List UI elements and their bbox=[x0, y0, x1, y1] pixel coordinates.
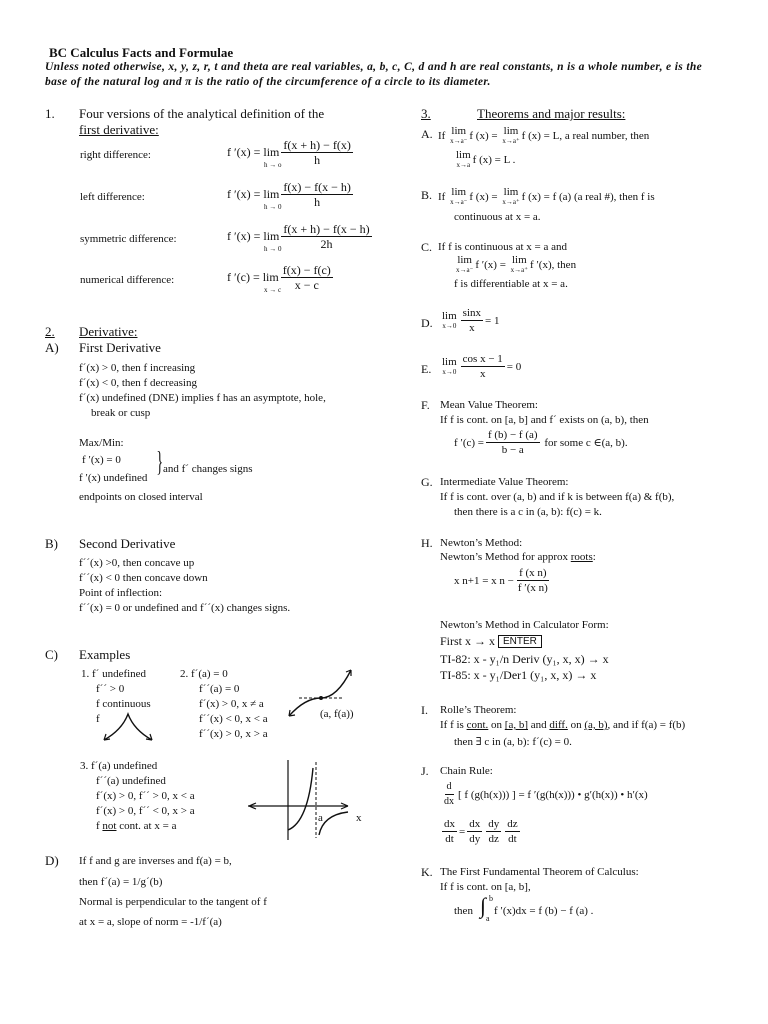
s3-H-label: H. bbox=[421, 536, 433, 550]
ex2-line-5: f´´(x) > 0, x > a bbox=[199, 728, 268, 740]
cusp-graph-icon bbox=[100, 710, 160, 745]
s2-A-title: First Derivative bbox=[79, 340, 161, 355]
s2-maxmin-2: f ′(x) undefined bbox=[79, 472, 148, 484]
s3-K-then: then bbox=[454, 905, 473, 917]
s1-formula-symmetric: f ′(x) = lim $\frac{f(x + h) - f(x - h)}{2h}$ bbox=[227, 222, 370, 251]
s3-F-line2: If f is cont. on [a, b] and f´ exists on (a, b), then bbox=[440, 414, 649, 426]
s1-label-left: left difference: bbox=[80, 191, 145, 203]
ex2-line-4: f´´(x) < 0, x < a bbox=[199, 713, 268, 725]
s3-F-label: F. bbox=[421, 398, 430, 412]
s3-K-label: K. bbox=[421, 865, 433, 879]
ex3-x-label: x bbox=[356, 812, 362, 824]
s2-C-label: C) bbox=[45, 647, 58, 662]
s3-J-chain: $\frac{d}{dx}$ [ f (g(h(x))) ] = f ′(g(h(x))) • g′(h(x)) • h′(x) bbox=[444, 781, 648, 807]
ex1-line-4: f bbox=[96, 713, 100, 725]
ex3-a-label: a bbox=[318, 812, 323, 824]
s3-H-title: Newton’s Method: bbox=[440, 537, 523, 549]
ex2-line-1: 2. f´(a) = 0 bbox=[180, 668, 228, 680]
s2-heading: Derivative: bbox=[79, 324, 138, 339]
s3-K-upper: b bbox=[489, 894, 493, 903]
s3-C-line2: lim x→a⁻ f ′(x) = lim x→a⁺ f ′(x), then bbox=[456, 254, 577, 274]
s1-formula-right: f ′(x) = lim $\frac{f(x + h) - f(x)}{h}$ bbox=[227, 138, 351, 167]
s2-maxmin: Max/Min: bbox=[79, 437, 124, 449]
s2-A-label: A) bbox=[45, 340, 59, 355]
s1-formula-left: f ′(x) = lim $\frac{f(x) - f(x - h)}{h}$ bbox=[227, 180, 351, 209]
s3-K-line2: If f is cont. on [a, b], bbox=[440, 881, 531, 893]
s3-H-line2: Newton’s Method for approx roots: bbox=[440, 551, 596, 563]
s3-G-title: Intermediate Value Theorem: bbox=[440, 476, 569, 488]
ex1-line-1: 1. f´ undefined bbox=[81, 668, 147, 680]
ex3-line-3: f´(x) > 0, f´´ > 0, x < a bbox=[96, 790, 195, 802]
integral-icon: ∫ bbox=[480, 893, 487, 918]
s3-J-label: J. bbox=[421, 764, 429, 778]
s3-D-label: D. bbox=[421, 316, 433, 330]
s1-formula-numerical: f ′(c) = lim $\frac{f(x) - f(c)}{x - c}$ bbox=[227, 263, 331, 292]
s2-B-line-3: Point of inflection: bbox=[79, 587, 163, 599]
ex2-line-2: f´´(a) = 0 bbox=[199, 683, 240, 695]
s3-J-leibniz: $\frac{dx}{dt}$ = $\frac{dx}{dy}$ $\frac{dy}{dz}$ $\frac{dz}{dt}$ bbox=[444, 818, 518, 845]
s3-H-first: First x → x ENTER bbox=[440, 634, 542, 649]
s3-heading: Theorems and major results: bbox=[477, 106, 626, 121]
ex1-line-2: f´´ > 0 bbox=[96, 683, 125, 695]
s2-D-line-1: If f and g are inverses and f(a) = b, bbox=[79, 855, 232, 867]
s3-K-title: The First Fundamental Theorem of Calculus: bbox=[440, 866, 639, 878]
s2-C-title: Examples bbox=[79, 647, 131, 662]
s3-I-label: I. bbox=[421, 703, 428, 717]
intro-text: Unless noted otherwise, x, y, z, r, t and theta are real variables, a, b, c, C, d and h are real constants, n is a whole number, e is the base of the natural log and π is the ratio of the circumference of a circle to its diameter. bbox=[45, 61, 703, 88]
s1-sub-right: h → o bbox=[264, 161, 282, 169]
s3-A-line1: If lim x→a⁻ f (x) = lim x→a⁺ f (x) = L, a real number, then bbox=[438, 125, 650, 145]
s3-C-label: C. bbox=[421, 240, 433, 254]
s3-F-title: Mean Value Theorem: bbox=[440, 399, 538, 411]
ex3-line-4: f´(x) > 0, f´´ < 0, x > a bbox=[96, 805, 195, 817]
s1-sub-left: h → 0 bbox=[264, 203, 282, 211]
s3-D-formula: lim x→0 $\frac{\sin x}{x}$ = 1 bbox=[442, 307, 500, 334]
s2-D-label: D) bbox=[45, 853, 59, 868]
s2-B-line-2: f´´(x) < 0 then concave down bbox=[79, 572, 208, 584]
s1-sub-numerical: x → c bbox=[264, 286, 282, 294]
s2-A-line-3: f´(x) undefined (DNE) implies f has an asymptote, hole, bbox=[79, 392, 326, 404]
s3-H-formula: x n+1 = x n − $\frac{\text{f (x n)}}{\text{f ′(x n)}}$ bbox=[454, 567, 548, 594]
s1-heading-line2: first derivative: bbox=[79, 122, 159, 137]
s3-C-line3: f is differentiable at x = a. bbox=[454, 278, 568, 290]
page-title: BC Calculus Facts and Formulae bbox=[49, 45, 234, 60]
s3-number: 3. bbox=[421, 106, 431, 121]
s3-I-title: Rolle’s Theorem: bbox=[440, 704, 517, 716]
s2-endpoints: endpoints on closed interval bbox=[79, 491, 203, 503]
s2-number: 2. bbox=[45, 324, 55, 339]
discontinuity-graph-icon bbox=[248, 760, 358, 840]
s2-B-line-4: f´´(x) = 0 or undefined and f´´(x) changes signs. bbox=[79, 602, 291, 614]
s2-B-label: B) bbox=[45, 536, 58, 551]
s1-heading-line1: Four versions of the analytical definition of the bbox=[79, 106, 325, 121]
s1-label-right: right difference: bbox=[80, 149, 151, 161]
brace-icon: } bbox=[156, 447, 164, 478]
s3-E-label: E. bbox=[421, 362, 432, 376]
s3-B-line2: continuous at x = a. bbox=[454, 211, 541, 223]
s1-label-numerical: numerical difference: bbox=[80, 274, 175, 286]
s2-D-line-3: Normal is perpendicular to the tangent of f bbox=[79, 896, 267, 908]
ex1-line-3: f continuous bbox=[96, 698, 151, 710]
ex2-point-label: (a, f(a)) bbox=[320, 708, 354, 720]
s3-H-ti82: TI-82: x - y₁/n Deriv (y₁, x, x) → x bbox=[440, 652, 609, 666]
s2-A-line-2: f´(x) < 0, then f decreasing bbox=[79, 377, 197, 389]
s3-E-formula: lim x→0 $\frac{\text{cos x − 1}}{x}$ = 0 bbox=[442, 353, 522, 380]
ex2-line-3: f´(x) > 0, x ≠ a bbox=[199, 698, 264, 710]
s1-sub-symmetric: h → 0 bbox=[264, 245, 282, 253]
s3-K-lower: a bbox=[486, 914, 490, 923]
s2-D-line-4: at x = a, slope of norm = -1/f´(a) bbox=[79, 916, 222, 928]
s3-C-line1: If f is continuous at x = a and bbox=[438, 241, 568, 253]
s3-G-line3: then there is a c in (a, b): f(c) = k. bbox=[454, 506, 602, 518]
ex3-line-5: f not cont. at x = a bbox=[96, 820, 177, 832]
ex3-line-1: 3. f´(a) undefined bbox=[80, 760, 158, 772]
s2-A-line-1: f´(x) > 0, then f increasing bbox=[79, 362, 196, 374]
s2-maxmin-1: f ′(x) = 0 bbox=[82, 454, 121, 466]
s2-maxmin-side: and f´ changes signs bbox=[163, 463, 253, 475]
s1-label-symmetric: symmetric difference: bbox=[80, 233, 177, 245]
s2-A-line-4: break or cusp bbox=[91, 407, 151, 419]
enter-key: ENTER bbox=[498, 635, 542, 648]
s2-B-title: Second Derivative bbox=[79, 536, 176, 551]
ex3-line-2: f´´(a) undefined bbox=[96, 775, 166, 787]
s3-K-formula: f ′(x)dx = f (b) − f (a) . bbox=[494, 905, 594, 917]
s3-B-label: B. bbox=[421, 188, 433, 202]
s2-D-line-2: then f´(a) = 1/g´(b) bbox=[79, 876, 163, 888]
s3-A-label: A. bbox=[421, 127, 433, 141]
s3-J-title: Chain Rule: bbox=[440, 765, 493, 777]
s3-H-calc: Newton’s Method in Calculator Form: bbox=[440, 619, 609, 631]
s3-B-line1: If lim x→a⁻ f (x) = lim x→a⁺ f (x) = f (a) (a real #), then f is bbox=[438, 186, 655, 206]
s3-A-line2: lim x→a f (x) = L . bbox=[456, 149, 516, 169]
s3-G-label: G. bbox=[421, 475, 433, 489]
s3-H-ti85: TI-85: x - y₁/Der1 (y₁, x, x) → x bbox=[440, 668, 597, 682]
s3-F-formula: f ′(c) = $\frac{f (b) - f (a)}{b - a}$ for some c ∈(a, b). bbox=[454, 429, 628, 456]
s3-I-line2: If f is cont. on [a, b] and diff. on (a, b), and if f(a) = f(b) bbox=[440, 719, 686, 731]
s2-B-line-1: f´´(x) >0, then concave up bbox=[79, 557, 195, 569]
s3-G-line2: If f is cont. over (a, b) and if k is between f(a) & f(b), bbox=[440, 491, 675, 503]
s3-I-line3: then ∃ c in (a, b): f´(c) = 0. bbox=[454, 736, 572, 748]
s1-number: 1. bbox=[45, 106, 55, 121]
